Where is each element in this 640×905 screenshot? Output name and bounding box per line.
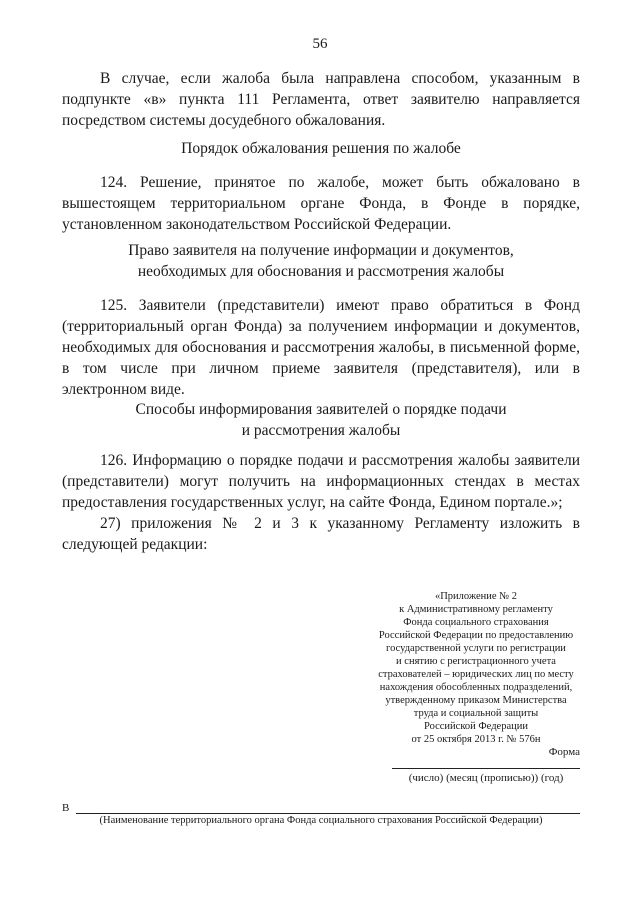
- paragraph-27-text: 27) приложения № 2 и 3 к указанному Регламенту изложить в следующей редакции:: [62, 515, 580, 553]
- heading-methods-line-2: и рассмотрения жалобы: [241, 422, 401, 439]
- heading-right-line-2: необходимых для обоснования и рассмотрения жалобы: [137, 263, 505, 280]
- date-field-line: [392, 768, 580, 769]
- paragraph-124-text: 124. Решение, принятое по жалобе, может быть обжаловано в вышестоящем территориальном органе Фонда, в Фонде в порядке, установленном законодательством Российской Федерации.: [62, 174, 580, 233]
- appendix-line: страхователей – юридических лиц по месту: [378, 669, 574, 680]
- appendix-line: утвержденному приказом Министерства: [385, 695, 567, 706]
- appendix-line: «Приложение № 2: [434, 591, 518, 602]
- heading-appeal-procedure: [62, 138, 580, 159]
- appendix-line: государственной услуги по регистрации: [386, 643, 566, 654]
- date-field-caption: (число) (месяц (прописью)) (год): [408, 772, 564, 784]
- heading-right-to-information: [62, 240, 580, 282]
- heading-right-line-1: Право заявителя на получение информации и документов,: [128, 242, 514, 259]
- heading-methods-line-1: Способы информирования заявителей о порядке подачи: [135, 401, 507, 418]
- appendix-line: к Административному регламенту: [399, 604, 553, 615]
- appendix-line: Фонда социального страхования: [403, 617, 549, 628]
- page-number: 56: [312, 36, 328, 52]
- appendix-line: труда и социальной защиты: [413, 708, 539, 719]
- recipient-field-line: [76, 813, 580, 814]
- heading-information-methods: [62, 399, 580, 441]
- appendix-line: Российской Федерации по предоставлению: [378, 630, 574, 641]
- heading-appeal-procedure-text: Порядок обжалования решения по жалобе: [181, 140, 461, 157]
- paragraph-intro: [62, 68, 580, 131]
- appendix-line: нахождения обособленных подразделений,: [379, 682, 573, 693]
- paragraph-124: [62, 172, 580, 235]
- appendix-header: [372, 590, 580, 746]
- paragraph-125: [62, 295, 580, 400]
- paragraph-125-text: 125. Заявители (представители) имеют право обратиться в Фонд (территориальный орган Фонда) за получением информации и документов, необходимых для обоснования и рассмотрения жалобы, в письменной форме, в том числе при личном приеме заявителя (представителя), или в электронном виде.: [62, 297, 580, 398]
- appendix-line: от 25 октября 2013 г. № 576н: [411, 734, 541, 745]
- recipient-label: В: [62, 802, 70, 814]
- paragraph-126: [62, 450, 580, 555]
- paragraph-intro-text: В случае, если жалоба была направлена способом, указанным в подпункте «в» пункта 111 Регламента, ответ заявителю направляется посредством системы досудебного обжалования.: [62, 70, 580, 129]
- paragraph-126-text: 126. Информацию о порядке подачи и рассмотрения жалобы заявители (представители) могут получить на информационных стендах в местах предоставления государственных услуг, на сайте Фонда, Едином портале.»;: [62, 452, 580, 511]
- form-label: Форма: [548, 746, 580, 758]
- appendix-line: и снятию с регистрационного учета: [396, 656, 556, 667]
- appendix-line: Российской Федерации: [424, 721, 528, 732]
- recipient-field-caption: (Наименование территориального органа Фонда социального страхования Российской Федерации): [99, 815, 543, 826]
